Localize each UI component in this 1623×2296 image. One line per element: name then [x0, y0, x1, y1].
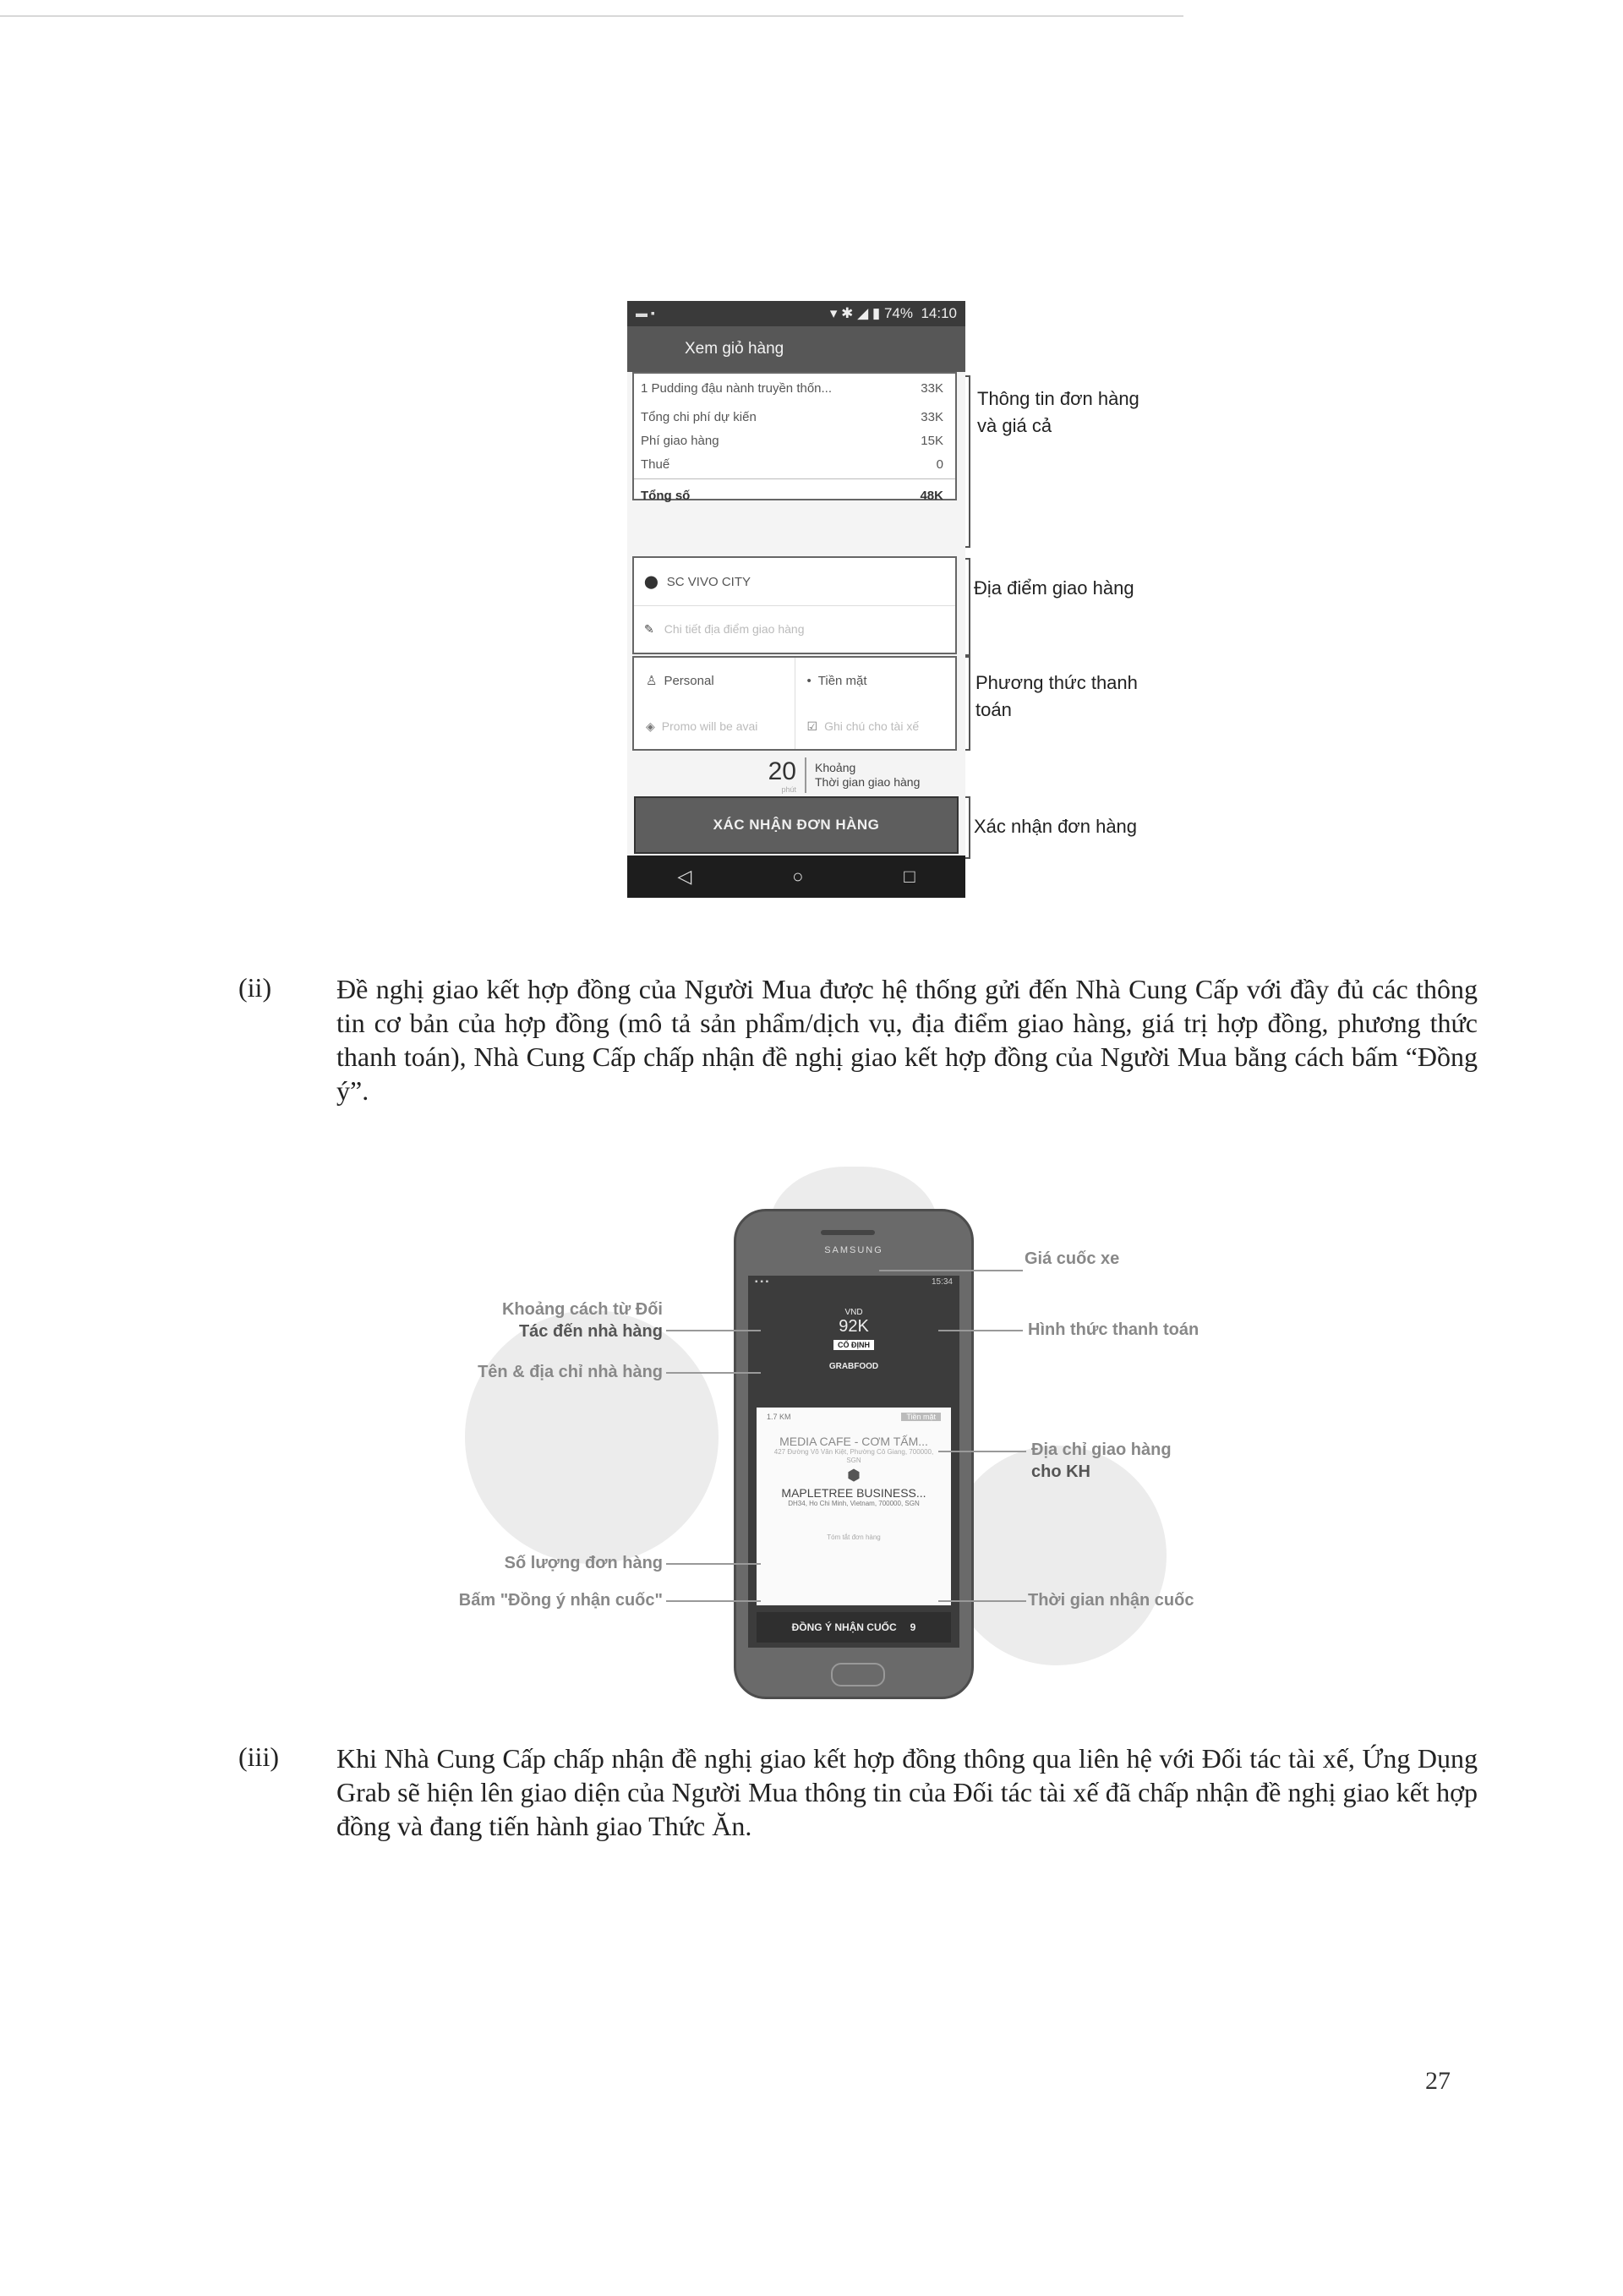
- callout-order-info: [977, 385, 1139, 440]
- callout-payment-line1: Phương thức thanh: [975, 672, 1138, 693]
- callout-distance: [423, 1298, 663, 1342]
- eta-minutes: [627, 757, 806, 793]
- promo-label: Promo will be avai: [661, 719, 758, 733]
- smartphone: [734, 1209, 974, 1699]
- accept-countdown: 9: [910, 1621, 916, 1633]
- leader-line: [666, 1330, 761, 1331]
- order-summary: [632, 372, 957, 503]
- signal-icon: ▾ ✱ ◢ ▮: [829, 305, 884, 321]
- destination-address: DH34, Ho Chi Minh, Vietnam, 700000, SGN: [788, 1500, 920, 1507]
- profile-selector[interactable]: [634, 658, 795, 703]
- person-icon: ♙: [646, 674, 658, 688]
- job-card: [757, 1408, 951, 1605]
- payment-badge: Tiền mặt: [901, 1413, 941, 1421]
- callout-restaurant: Tên & địa chỉ nhà hàng: [478, 1363, 663, 1381]
- callout-distance-line1: Khoảng cách từ Đối: [501, 1300, 663, 1319]
- eta-label-approx: Khoảng: [815, 761, 856, 774]
- leader-line: [666, 1372, 761, 1374]
- accept-job-label: ĐỒNG Ý NHẬN CUỐC: [791, 1621, 897, 1633]
- payment-section: [632, 656, 957, 751]
- eta-unit: phút: [781, 785, 796, 794]
- notification-icons: ▬ ▪: [636, 306, 655, 320]
- phone-brand: SAMSUNG: [824, 1245, 883, 1255]
- home-icon[interactable]: ○: [792, 866, 804, 887]
- paragraph-ii: Đề nghị giao kết hợp đồng của Người Mua được hệ thống gửi đến Nhà Cung Cấp với đầy đủ các thông tin cơ bản của hợp đồng (mô tả sản phẩm/dịch vụ, địa điểm giao hàng, giá trị hợp đồng, phương thức thanh toán), Nhà Cung Cấp chấp nhận đề nghị giao kết hợp đồng của Người Mua bằng cách bấm “Đồng ý”.: [336, 974, 1478, 1106]
- driver-screen: [748, 1276, 959, 1648]
- destination-name: MAPLETREE BUSINESS...: [781, 1486, 926, 1500]
- callout-delivery-address: [1031, 1439, 1172, 1483]
- eta-text: [806, 761, 920, 790]
- callout-bracket: [965, 796, 970, 859]
- cart-header: Xem giỏ hàng: [627, 326, 965, 372]
- leader-line: [938, 1451, 1026, 1452]
- scooter-wheel-left: [465, 1310, 719, 1564]
- driver-app-figure: [423, 1167, 1251, 1725]
- top-rule: [0, 15, 1183, 17]
- leader-line: [666, 1600, 761, 1602]
- restaurant-address: 427 Đường Võ Văn Kiệt, Phường Cô Giang, 700000, SGN: [773, 1448, 934, 1464]
- confirm-order-button[interactable]: XÁC NHẬN ĐƠN HÀNG: [634, 796, 959, 854]
- leader-line: [879, 1270, 1023, 1271]
- cart-screenshot: [627, 301, 965, 898]
- eta-label-delivery: Thời gian giao hàng: [815, 775, 921, 789]
- order-summary-link[interactable]: Tóm tắt đơn hàng: [827, 1533, 881, 1541]
- clock: 15:34: [931, 1277, 953, 1287]
- callout-bracket: [965, 375, 970, 548]
- accept-job-button[interactable]: [757, 1612, 951, 1643]
- page-number: 27: [1425, 2067, 1451, 2095]
- order-item-name: 1 Pudding đậu nành truyền thốn...: [641, 380, 833, 396]
- eta-value: 20: [768, 757, 796, 785]
- callout-quantity: Số lượng đơn hàng: [504, 1554, 663, 1572]
- summary-row: [634, 431, 955, 450]
- summary-row: [634, 450, 955, 478]
- callout-location: Địa điểm giao hàng: [974, 577, 1134, 599]
- service-type: GRABFOOD: [828, 1362, 879, 1371]
- driver-note-field[interactable]: [795, 703, 956, 749]
- callout-time: Thời gian nhận cuốc: [1028, 1591, 1194, 1610]
- recents-icon[interactable]: □: [904, 866, 915, 887]
- payment-method-label: Tiền mặt: [817, 673, 867, 688]
- callout-distance-line2: Tác đến nhà hàng: [518, 1322, 663, 1341]
- callout-bracket: [965, 656, 970, 751]
- home-button[interactable]: [831, 1663, 885, 1686]
- location-detail-field[interactable]: [634, 606, 955, 652]
- paragraph-iii-marker: (iii): [238, 1741, 279, 1772]
- driver-note-placeholder: Ghi chú cho tài xế: [824, 719, 920, 733]
- promo-icon: ◈: [646, 719, 655, 733]
- summary-value: 15K: [921, 433, 943, 448]
- callout-price: Giá cuốc xe: [1025, 1249, 1120, 1268]
- leader-line: [666, 1563, 761, 1565]
- back-icon[interactable]: ◁: [677, 866, 692, 887]
- job-card-top: [757, 1408, 951, 1426]
- callout-delivery-address-line1: Địa chỉ giao hàng: [1031, 1440, 1172, 1459]
- paragraph-iii: Khi Nhà Cung Cấp chấp nhận đề nghị giao kết hợp đồng thông qua liên hệ với Đối tác tài xế, Ứng Dụng Grab sẽ hiện lên giao diện của Người Mua thông tin của Đối tác tài xế đã chấp nhận đề nghị giao kết hợp đồng và đang tiến hành giao Thức Ăn.: [336, 1743, 1478, 1841]
- total-value: 48K: [920, 488, 943, 503]
- order-item-row[interactable]: [634, 374, 955, 402]
- paragraph-ii-marker: (ii): [238, 972, 272, 1003]
- location-pin-icon: ⬤: [644, 575, 658, 589]
- payment-row: [634, 658, 955, 703]
- callout-delivery-address-line2: cho KH: [1031, 1462, 1090, 1481]
- leader-line: [938, 1600, 1026, 1602]
- fare-value: 92K: [839, 1317, 869, 1336]
- restaurant-name: MEDIA CAFE - CƠM TẤM...: [779, 1435, 928, 1448]
- summary-label: Thuế: [641, 456, 670, 472]
- location-name: SC VIVO CITY: [666, 574, 751, 589]
- callout-order-info-line1: Thông tin đơn hàng: [977, 388, 1139, 409]
- callout-bracket: [965, 558, 970, 656]
- phone-speaker: [821, 1230, 875, 1235]
- callout-payment-type: Hình thức thanh toán: [1028, 1320, 1199, 1339]
- callout-order-info-line2: và giá cả: [977, 415, 1052, 436]
- location-detail-icon: ✎: [644, 621, 654, 636]
- total-row: [634, 478, 955, 511]
- delivery-location: [632, 556, 957, 654]
- status-bar: [748, 1276, 959, 1293]
- callout-payment: [975, 670, 1138, 724]
- fare-currency: VND: [844, 1308, 863, 1317]
- clock: 14:10: [921, 305, 957, 321]
- promo-row: [634, 703, 955, 749]
- promo-field[interactable]: [634, 703, 795, 749]
- callout-accept: Bấm "Đồng ý nhận cuốc": [458, 1591, 663, 1610]
- status-bar: [627, 301, 965, 326]
- location-field[interactable]: [634, 558, 955, 606]
- profile-label: Personal: [664, 673, 714, 688]
- summary-value: 0: [936, 456, 943, 472]
- fixed-fare-badge: CỐ ĐỊNH: [833, 1340, 874, 1350]
- callout-payment-line2: toán: [975, 699, 1012, 720]
- summary-row: [634, 402, 955, 431]
- note-icon: ☑: [806, 719, 818, 733]
- notification-icons: ▪ ▪ ▪: [755, 1277, 769, 1287]
- destination-pin-icon: ⬢: [847, 1467, 861, 1484]
- leader-line: [938, 1330, 1023, 1331]
- location-detail-placeholder: Chi tiết địa điểm giao hàng: [664, 622, 805, 636]
- cash-icon: •: [806, 673, 812, 688]
- fare-block: [748, 1308, 959, 1371]
- summary-label: Tổng chi phí dự kiến: [641, 409, 757, 424]
- battery-level: 74%: [883, 305, 913, 321]
- total-label: Tổng số: [641, 488, 691, 503]
- android-nav-bar: [627, 856, 965, 898]
- delivery-eta: [627, 754, 965, 796]
- summary-label: Phí giao hàng: [641, 433, 719, 448]
- summary-value: 33K: [921, 409, 943, 424]
- callout-confirm: Xác nhận đơn hàng: [974, 816, 1138, 837]
- order-item-price: 33K: [921, 380, 943, 396]
- distance-label: 1.7 KM: [767, 1413, 791, 1421]
- payment-method-selector[interactable]: [795, 658, 956, 703]
